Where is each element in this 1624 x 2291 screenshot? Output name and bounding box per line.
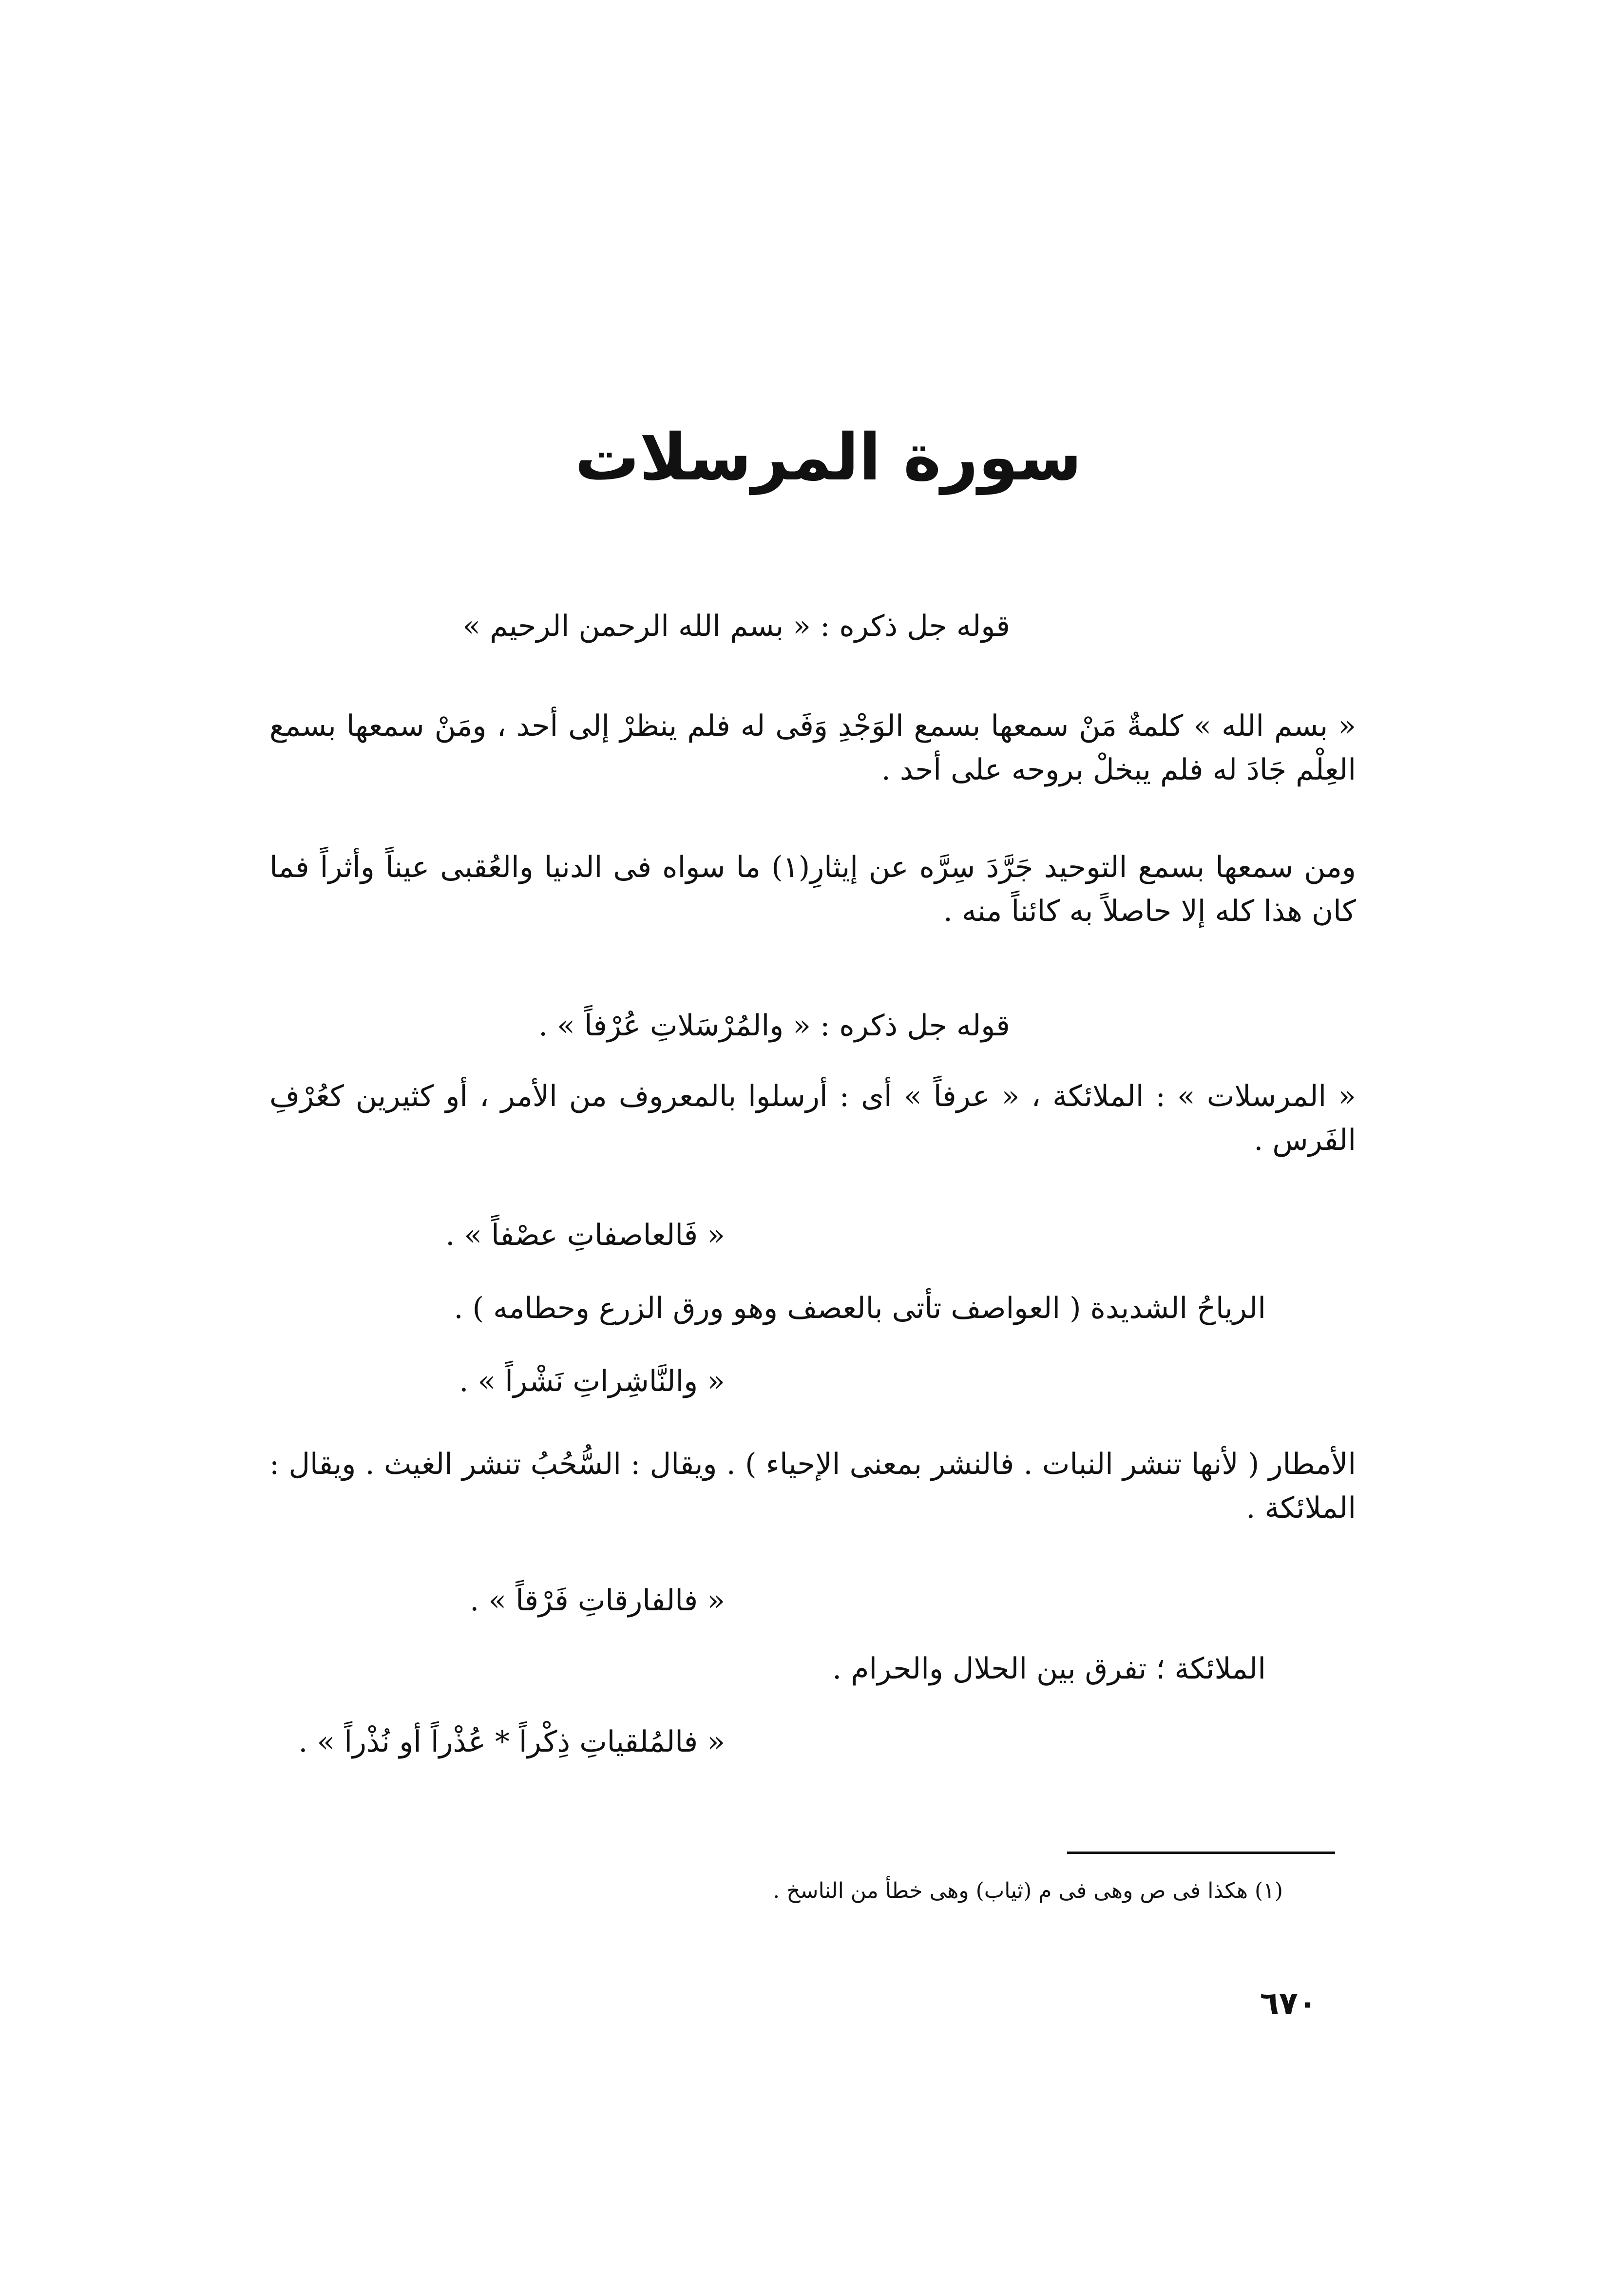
- paragraph-asifat: الرياحُ الشديدة ( العواصف تأتى بالعصف وهو ورق الزرع وحطامه ) .: [454, 1291, 1266, 1325]
- paragraph-mursalat: « المرسلات » : الملائكة ، « عرفاً » أى : أرسلوا بالمعروف من الأمر ، أو كثيرين كعُرْفِ الفَرس .: [269, 1079, 1356, 1157]
- paragraph-tawhid: ومن سمعها بسمع التوحيد جَرَّدَ سِرَّه عن إيثارِ(١) ما سواه فى الدنيا والعُقبى عيناً وأثراً فما كان هذا كله إلا حاصلاً به كائناً منه .: [269, 850, 1356, 928]
- paragraph-basmala: « بسم الله » كلمةٌ مَنْ سمعها بسمع الوَجْدِ وَفَى له فلم ينظرْ إلى أحد ، ومَنْ سمعها بسمع العِلْم جَادَ له فلم يبخلْ بروحه على أحد .: [269, 709, 1356, 787]
- footnote: (١) هكذا فى ص وهى فى م (ثياب) وهى خطأ من الناسخ .: [773, 1878, 1283, 1903]
- verse-fariqat: « فالفارقاتِ فَرْقاً » .: [470, 1584, 725, 1618]
- footnote-divider: [1067, 1852, 1335, 1854]
- heading-basmala: قوله جل ذكره : « بسم الله الرحمن الرحيم »: [462, 609, 1010, 643]
- paragraph-fariqat: الملائكة ؛ تفرق بين الحلال والحرام .: [832, 1652, 1266, 1686]
- verse-mulqiyat: « فالمُلقياتِ ذِكْراً * عُذْراً أو نُذْراً » .: [298, 1725, 725, 1759]
- heading-mursalat: قوله جل ذكره : « والمُرْسَلاتِ عُرْفاً » .: [538, 1009, 1010, 1043]
- surah-title: سورة المرسلات: [574, 420, 1082, 495]
- paragraph-nashirat: الأمطار ( لأنها تنشر النبات . فالنشر بمعنى الإحياء ) . ويقال : السُّحُبُ تنشر الغيث . ويقال : الملائكة .: [269, 1447, 1356, 1525]
- verse-nashirat: « والنَّاشِراتِ نَشْراً » .: [459, 1364, 725, 1398]
- page-number: ٦٧٠: [1260, 1986, 1317, 2022]
- verse-asifat: « فَالعاصفاتِ عصْفاً » .: [445, 1218, 725, 1252]
